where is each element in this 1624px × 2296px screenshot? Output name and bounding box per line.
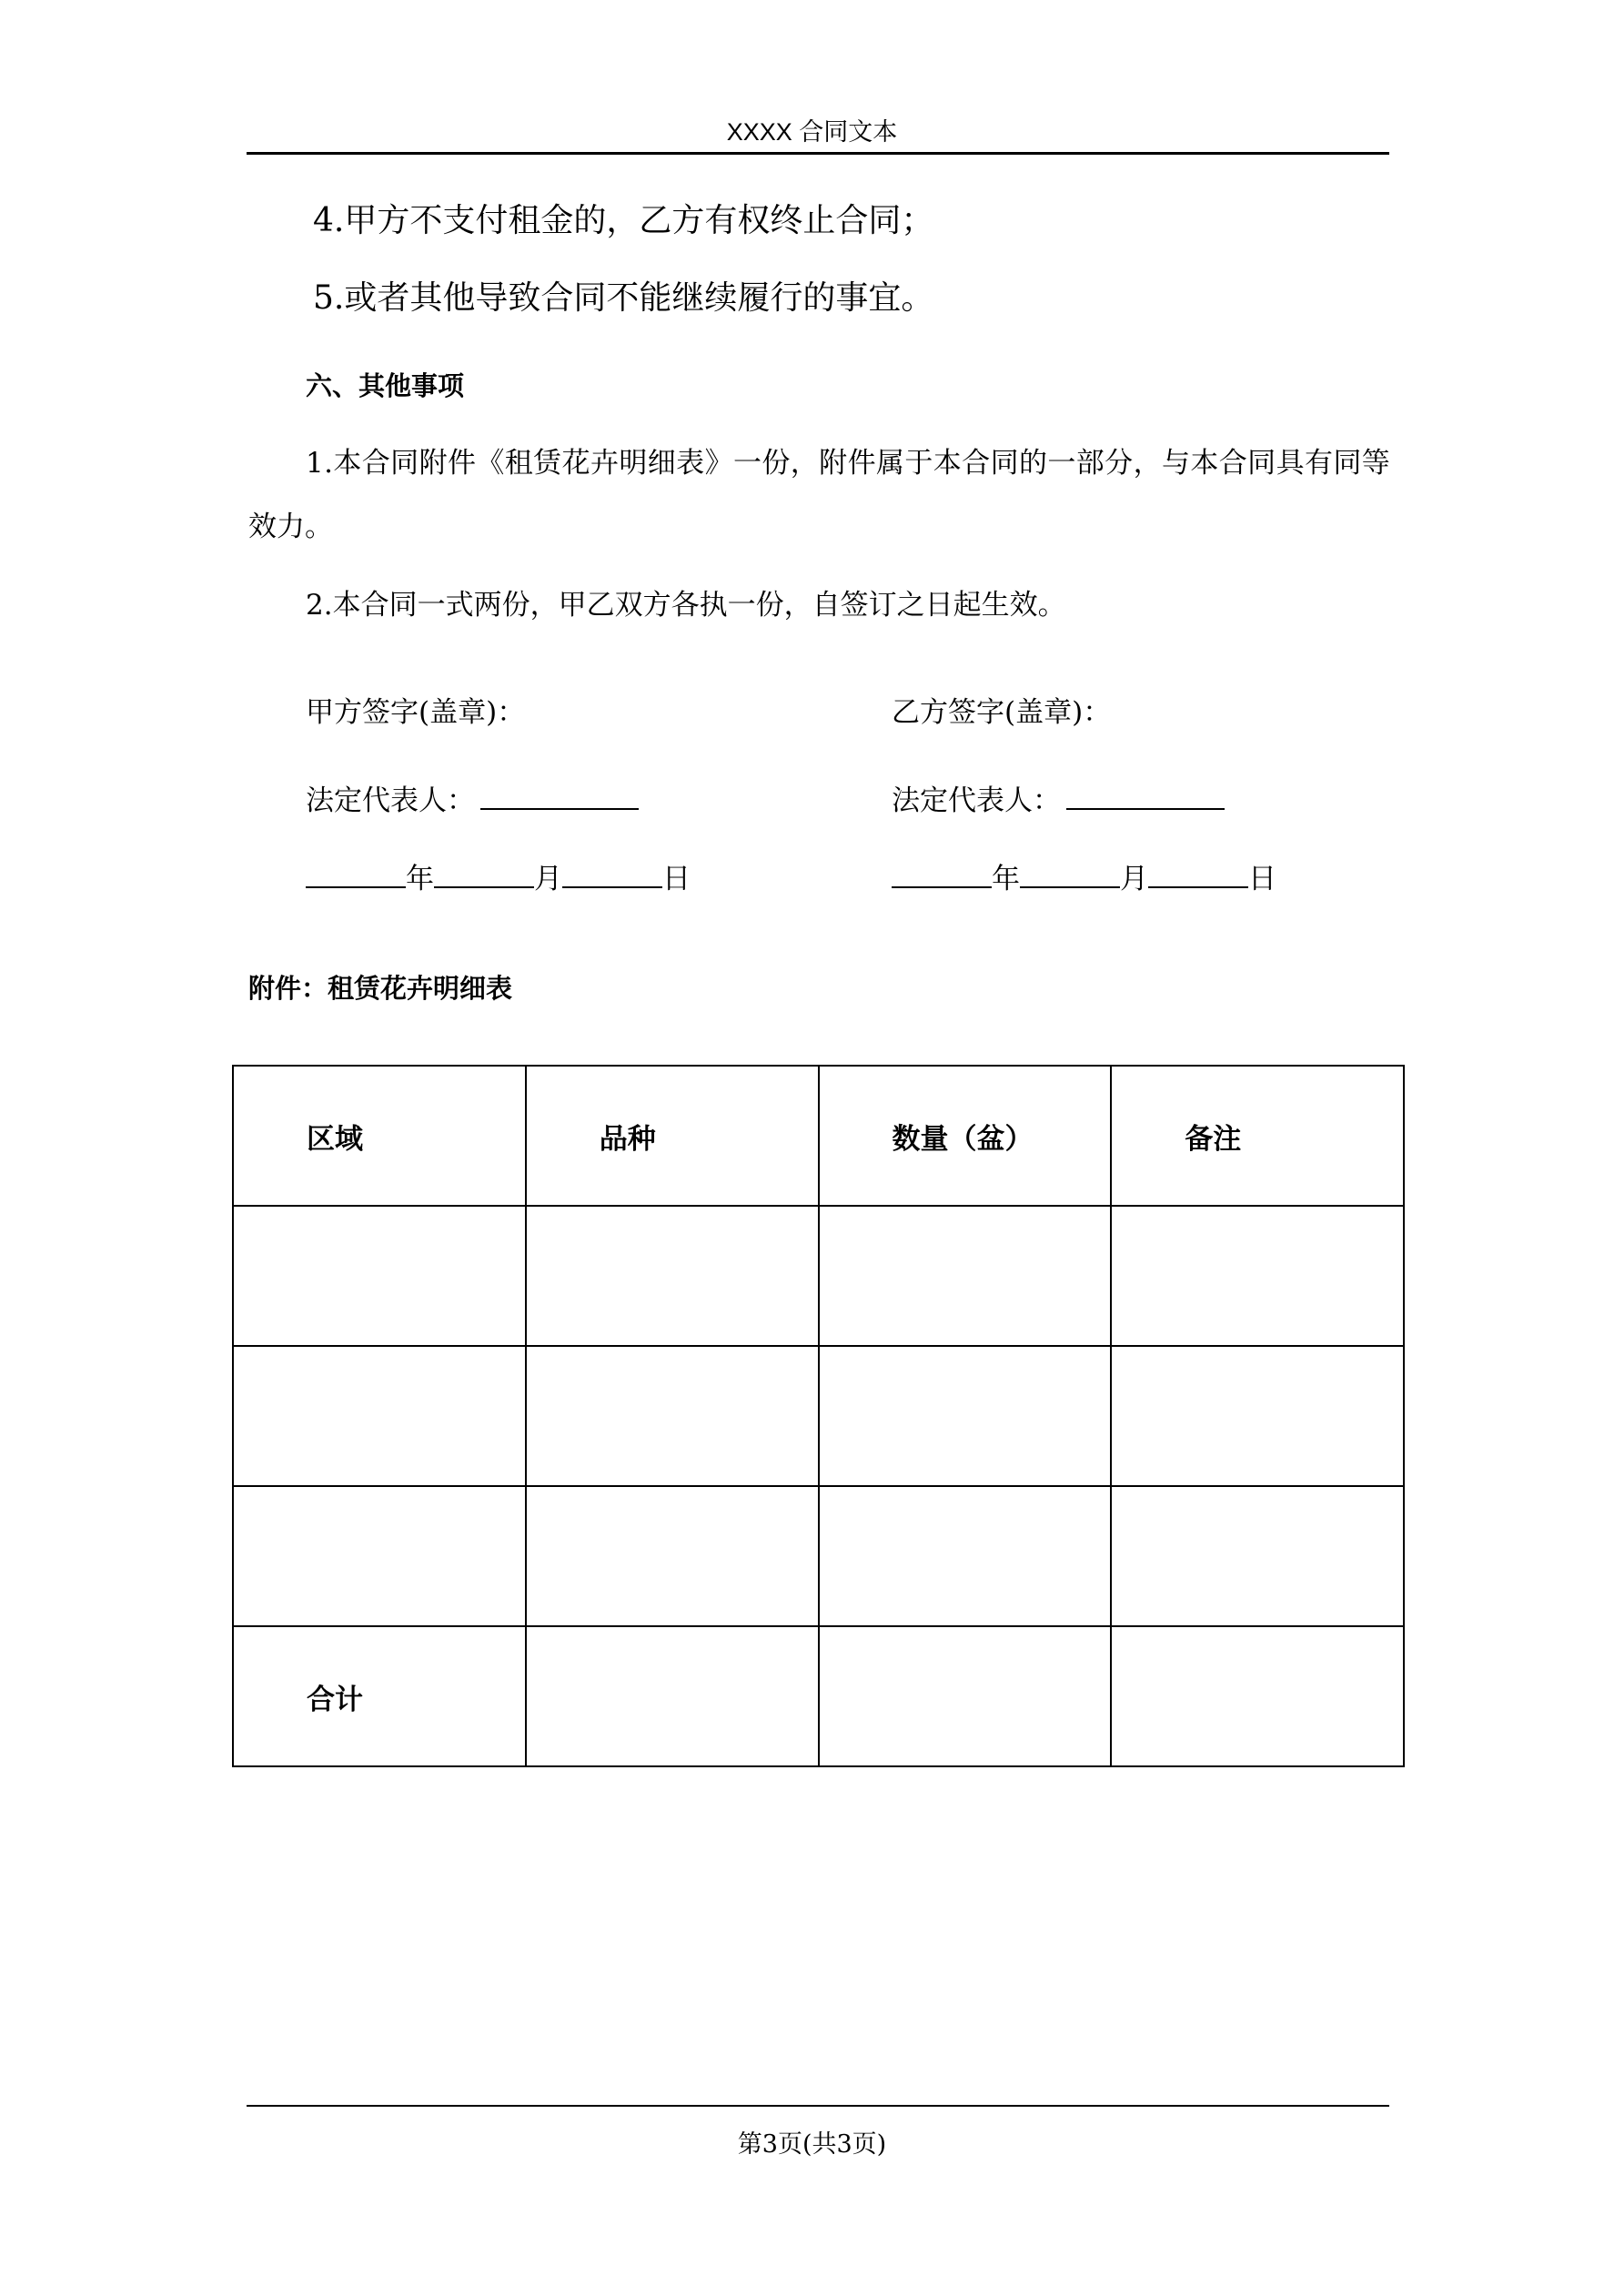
header-rule xyxy=(247,152,1389,155)
month-label: 月 xyxy=(534,863,562,895)
party-b-rep-blank[interactable] xyxy=(1066,784,1225,810)
page-number: 第3页(共3页) xyxy=(737,2130,887,2159)
party-b-rep-line xyxy=(892,784,1225,815)
table-cell[interactable] xyxy=(233,1486,526,1626)
table-cell[interactable] xyxy=(526,1206,819,1346)
table-cell[interactable] xyxy=(233,1346,526,1486)
table-cell[interactable] xyxy=(1111,1206,1404,1346)
table-row xyxy=(233,1206,1404,1346)
party-b-sign-label: 乙方签字(盖章)： xyxy=(892,696,1112,729)
total-label-cell xyxy=(233,1626,526,1766)
table-cell[interactable] xyxy=(1111,1346,1404,1486)
party-a-date-line xyxy=(306,863,691,894)
table-cell[interactable] xyxy=(819,1206,1112,1346)
party-a-year-blank[interactable] xyxy=(306,863,406,888)
column-header-variety: 品种 xyxy=(599,1122,656,1156)
column-header-quantity: 数量（盆） xyxy=(892,1122,1034,1156)
header-cell xyxy=(526,1066,819,1206)
header-cell xyxy=(819,1066,1112,1206)
day-label: 日 xyxy=(662,863,691,895)
total-label: 合计 xyxy=(307,1683,363,1716)
clause-1-line-1: 1.本合同附件《租赁花卉明细表》一份，附件属于本合同的一部分，与本合同具有同等 xyxy=(306,447,1391,480)
page-header-title: XXXX 合同文本 xyxy=(726,118,898,146)
footer-rule xyxy=(247,2105,1389,2107)
termination-item-4: 4.甲方不支付租金的，乙方有权终止合同； xyxy=(313,202,934,239)
table-row xyxy=(233,1346,1404,1486)
table-header-row xyxy=(233,1066,1404,1206)
termination-item-5: 5.或者其他导致合同不能继续履行的事宜。 xyxy=(313,279,934,317)
flower-rental-table xyxy=(232,1065,1405,1767)
column-header-area: 区域 xyxy=(307,1122,363,1156)
header-cell xyxy=(233,1066,526,1206)
party-a-rep-line xyxy=(306,784,639,815)
table-row xyxy=(233,1486,1404,1626)
header-cell xyxy=(1111,1066,1404,1206)
party-b-date-line xyxy=(892,863,1276,894)
table-cell[interactable] xyxy=(233,1206,526,1346)
column-header-remarks: 备注 xyxy=(1185,1122,1242,1156)
month-label: 月 xyxy=(1120,863,1148,895)
party-b-day-blank[interactable] xyxy=(1148,863,1248,888)
party-a-day-blank[interactable] xyxy=(562,863,662,888)
party-a-month-blank[interactable] xyxy=(434,863,534,888)
party-b-year-blank[interactable] xyxy=(892,863,992,888)
party-a-rep-label: 法定代表人： xyxy=(306,784,475,817)
section-heading: 六、其他事项 xyxy=(306,370,465,401)
table-cell[interactable] xyxy=(526,1626,819,1766)
year-label: 年 xyxy=(992,863,1020,895)
table-cell[interactable] xyxy=(526,1346,819,1486)
table-cell[interactable] xyxy=(819,1346,1112,1486)
table-total-row xyxy=(233,1626,1404,1766)
table-cell[interactable] xyxy=(819,1626,1112,1766)
party-a-sign-label: 甲方签字(盖章)： xyxy=(306,696,526,729)
party-a-rep-blank[interactable] xyxy=(480,784,639,810)
attachment-title: 附件：租赁花卉明细表 xyxy=(248,973,513,1004)
party-b-month-blank[interactable] xyxy=(1020,863,1120,888)
year-label: 年 xyxy=(406,863,434,895)
table-cell[interactable] xyxy=(526,1486,819,1626)
clause-1-line-2: 效力。 xyxy=(248,511,333,543)
party-b-rep-label: 法定代表人： xyxy=(892,784,1061,817)
day-label: 日 xyxy=(1248,863,1276,895)
clause-2: 2.本合同一式两份，甲乙双方各执一份，自签订之日起生效。 xyxy=(306,589,1066,622)
table-cell[interactable] xyxy=(1111,1626,1404,1766)
table-cell[interactable] xyxy=(819,1486,1112,1626)
table-cell[interactable] xyxy=(1111,1486,1404,1626)
